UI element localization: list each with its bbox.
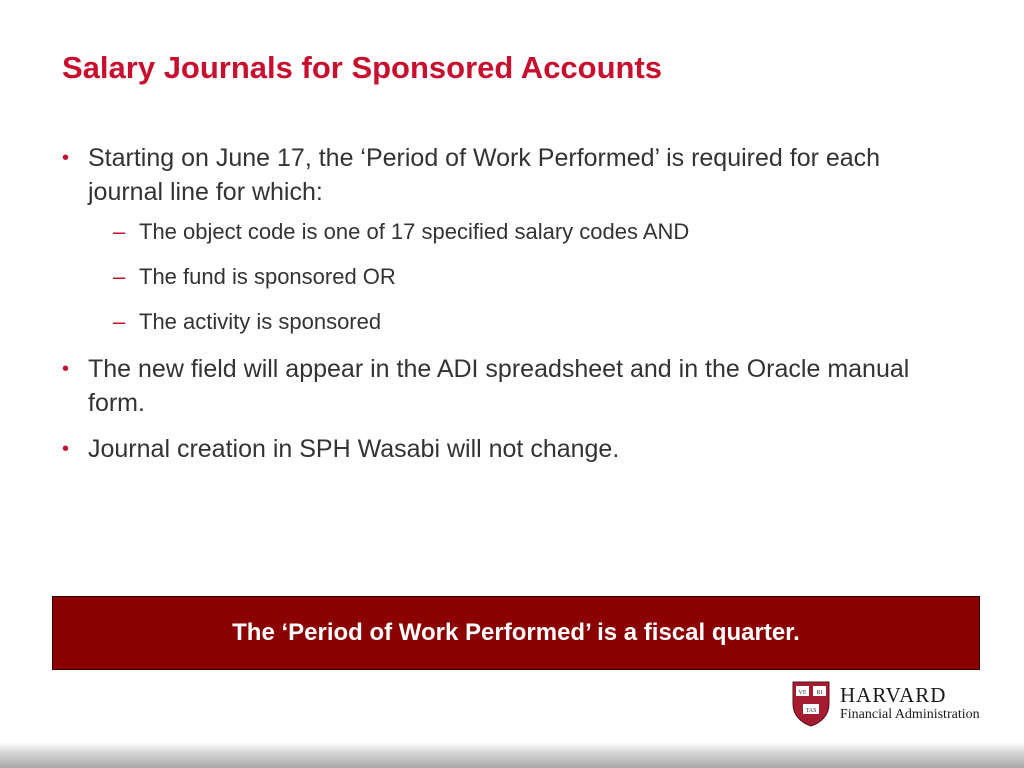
shield-book-ve: VE bbox=[798, 690, 807, 696]
bullet-list bbox=[62, 141, 962, 478]
bullet-marker: • bbox=[62, 147, 70, 169]
sub-bullet-text: The fund is sponsored OR bbox=[139, 264, 396, 289]
bullet-item bbox=[62, 432, 962, 466]
sub-bullet-text: The object code is one of 17 specified salary codes AND bbox=[139, 219, 690, 244]
shield-book-tas: TAS bbox=[805, 708, 817, 714]
dash-marker: – bbox=[113, 219, 126, 244]
sub-bullet-item bbox=[113, 217, 962, 247]
bullet-marker: • bbox=[62, 358, 70, 380]
sub-bullet-text: The activity is sponsored bbox=[139, 309, 382, 334]
harvard-veritas-shield-icon bbox=[791, 680, 831, 728]
bullet-marker: • bbox=[62, 438, 70, 460]
callout-text: The ‘Period of Work Performed’ is a fiscal quarter. bbox=[232, 619, 800, 646]
dash-marker: – bbox=[113, 309, 126, 334]
logo-subtitle: Financial Administration bbox=[840, 707, 980, 722]
dash-marker: – bbox=[113, 264, 126, 289]
sub-bullet-list bbox=[88, 217, 962, 337]
sub-bullet-item bbox=[113, 262, 962, 292]
harvard-logo bbox=[791, 680, 980, 728]
logo-name: HARVARD bbox=[840, 683, 947, 707]
bottom-gradient-bar bbox=[0, 742, 1024, 768]
shield-book-ri: RI bbox=[816, 690, 823, 696]
callout-box bbox=[52, 596, 980, 670]
bullet-item bbox=[62, 141, 962, 337]
bullet-text: Starting on June 17, the ‘Period of Work Performed’ is required for each journal line for which: bbox=[88, 144, 881, 206]
sub-bullet-item bbox=[113, 307, 962, 337]
logo-text bbox=[840, 684, 980, 724]
bullet-text: The new field will appear in the ADI spreadsheet and in the Oracle manual form. bbox=[88, 355, 910, 417]
bullet-item bbox=[62, 352, 962, 420]
slide-title: Salary Journals for Sponsored Accounts bbox=[62, 50, 663, 85]
bullet-text: Journal creation in SPH Wasabi will not change. bbox=[88, 435, 620, 463]
